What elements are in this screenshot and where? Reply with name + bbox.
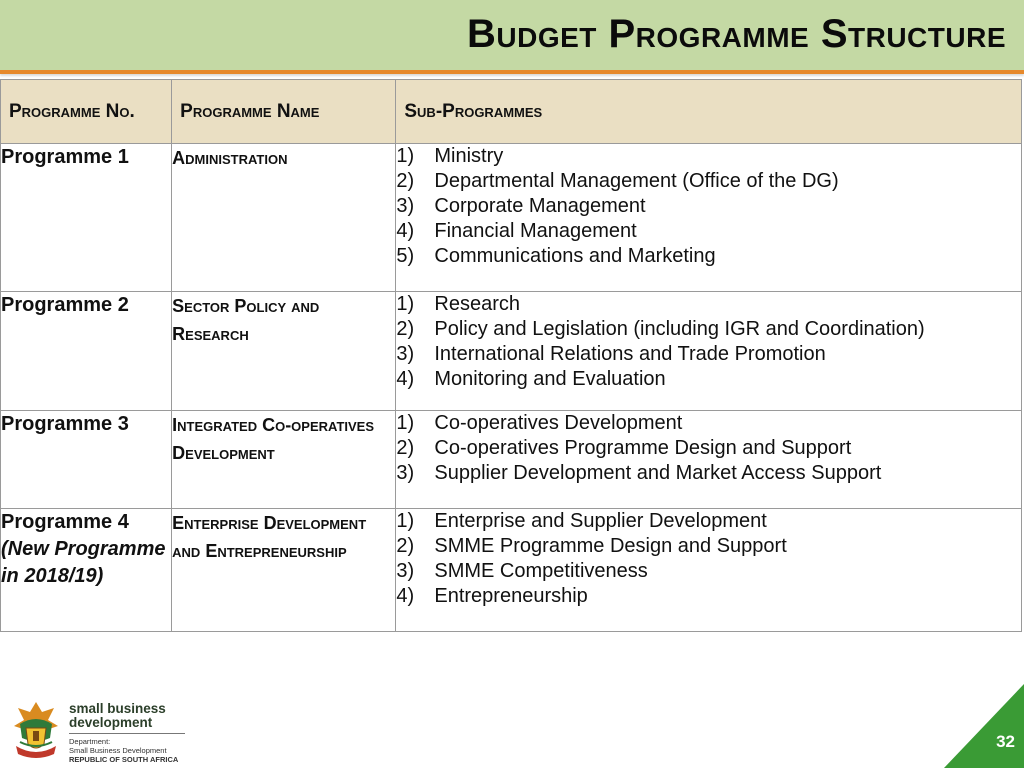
list-text: Communications and Marketing [434,245,716,267]
list-number: 2) [396,535,415,557]
table-row [1,292,1022,411]
programme-name: Enterprise Development and Entrepreneurship [172,509,396,632]
sub-programme-list [396,144,1021,269]
programme-name: Administration [172,144,396,292]
list-text: Co-operatives Development [434,412,683,434]
table-row [1,509,1022,632]
sub-programme-list [396,411,1021,486]
list-number: 1) [396,293,415,315]
sub-programmes-cell [396,144,1022,292]
list-number: 4) [396,220,415,242]
header-sub-programmes: Sub-Programmes [396,80,1022,144]
sub-programmes-cell [396,411,1022,509]
list-text: International Relations and Trade Promotion [434,343,826,365]
list-number: 3) [396,195,415,217]
list-number: 4) [396,585,415,607]
logo-line-2: development [69,715,153,730]
list-item [396,461,1021,486]
programme-note: (New Programme in 2018/19) [1,538,166,587]
logo-divider [69,733,185,734]
dept-line-2: Small Business Development [69,746,167,755]
list-item [396,436,1021,461]
programme-number-cell [1,144,172,292]
programme-number: Programme 3 [1,413,129,435]
list-number: 5) [396,245,415,267]
list-number: 2) [396,437,415,459]
header-programme-name: Programme Name [172,80,396,144]
list-text: Ministry [434,145,504,167]
programme-name: Integrated Co-operatives Development [172,411,396,509]
list-number: 1) [396,510,415,532]
list-number: 3) [396,343,415,365]
list-text: Financial Management [434,220,637,242]
list-item [396,411,1021,436]
list-number: 3) [396,462,415,484]
programme-number-cell [1,509,172,632]
list-item [396,219,1021,244]
list-text: Enterprise and Supplier Development [434,510,767,532]
list-item [396,584,1021,609]
list-item [396,534,1021,559]
title-bar [0,0,1024,74]
list-item [396,367,1021,392]
list-text: Corporate Management [434,195,646,217]
list-number: 2) [396,170,415,192]
department-logo [10,698,210,764]
list-item [396,194,1021,219]
coat-of-arms-icon [10,698,62,762]
programme-number-cell [1,411,172,509]
logo-line-1: small business [69,701,166,716]
sub-programmes-cell [396,292,1022,411]
list-item [396,559,1021,584]
list-item [396,144,1021,169]
dept-country: REPUBLIC OF SOUTH AFRICA [69,755,179,764]
logo-text [69,702,185,764]
list-item [396,317,1021,342]
table-row [1,144,1022,292]
list-text: SMME Competitiveness [434,560,648,582]
list-item [396,509,1021,534]
programme-number: Programme 4 [1,511,129,533]
list-text: Policy and Legislation (including IGR and Coordination) [434,318,925,340]
programme-number: Programme 1 [1,146,129,168]
list-number: 1) [396,412,415,434]
list-number: 3) [396,560,415,582]
list-number: 4) [396,368,415,390]
programme-name: Sector Policy and Research [172,292,396,411]
programme-number: Programme 2 [1,294,129,316]
sub-programme-list [396,509,1021,609]
list-number: 2) [396,318,415,340]
list-text: Entrepreneurship [434,585,588,607]
programme-table [0,79,1022,632]
list-text: Departmental Management (Office of the DG) [434,170,839,192]
page-title: Budget Programme Structure [466,12,1006,56]
list-text: Research [434,293,520,315]
list-number: 1) [396,145,415,167]
table-header-row [1,80,1022,144]
list-item [396,244,1021,269]
list-item [396,169,1021,194]
list-text: Monitoring and Evaluation [434,368,666,390]
list-item [396,292,1021,317]
list-text: SMME Programme Design and Support [434,535,787,557]
corner-triangle [944,684,1024,768]
page-number: 32 [996,732,1015,751]
programme-number-cell [1,292,172,411]
list-text: Supplier Development and Market Access Support [434,462,882,484]
dept-line-1: Department: [69,737,111,746]
list-item [396,342,1021,367]
table-row [1,411,1022,509]
dept-line-3 [69,755,185,764]
sub-programme-list [396,292,1021,392]
sub-programmes-cell [396,509,1022,632]
list-text: Co-operatives Programme Design and Support [434,437,852,459]
header-programme-no: Programme No. [1,80,172,144]
